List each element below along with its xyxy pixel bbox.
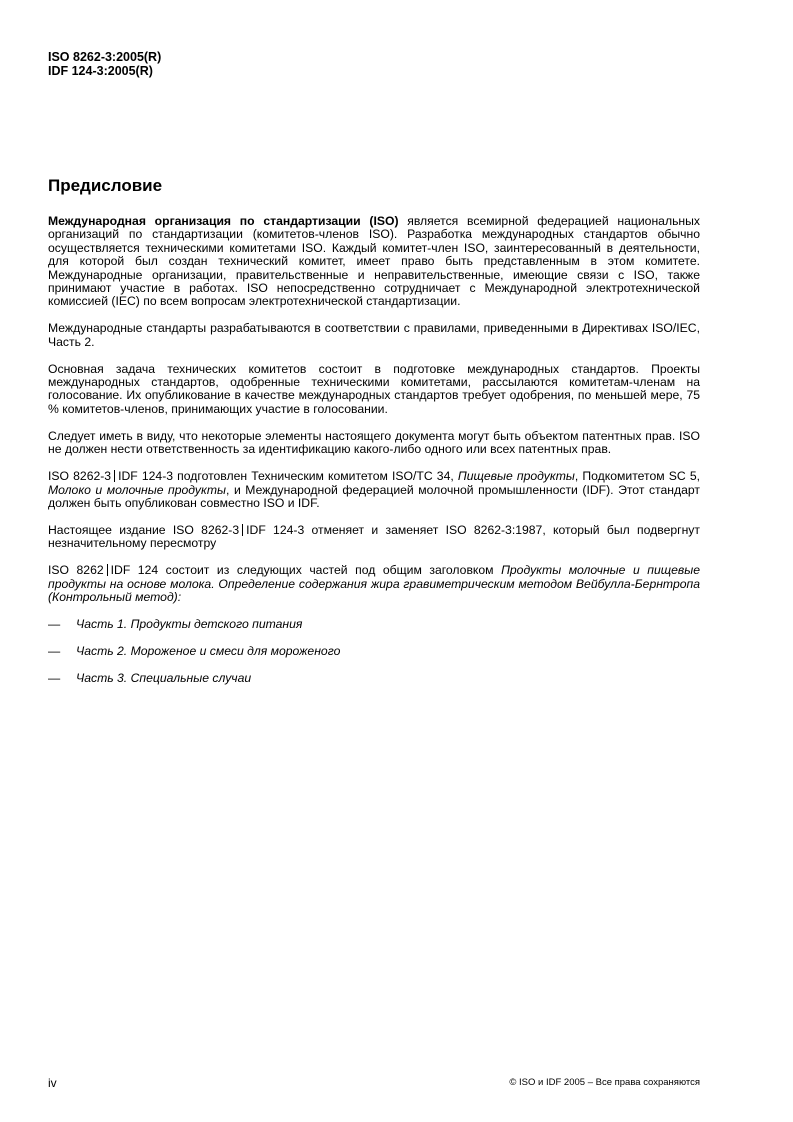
- list-item-text: Часть 2. Мороженое и смеси для мороженого: [76, 643, 341, 658]
- p5-text-a: ISO 8262-3: [48, 469, 112, 484]
- foreword-body: [48, 215, 700, 699]
- list-dash: —: [48, 643, 61, 658]
- separator-bar: [107, 564, 108, 576]
- separator-bar: [242, 524, 243, 536]
- paragraph-1: [48, 215, 700, 309]
- p5-text-d: , и Международной федерацией молочной промышленности (IDF). Этот стандарт должен быть опубликован совместно ISO и IDF.: [48, 482, 700, 510]
- list-item: [48, 645, 700, 658]
- paragraph-3: Основная задача технических комитетов состоит в подготовке международных стандартов. Проекты международных стандартов, одобренные техническими комитетами, рассылаются комитетам-членам на голосование. Их опубликование в качестве международных стандартов требует одобрения, по меньшей мере, 75 % комитетов-членов, принимающих участие в голосовании.: [48, 361, 700, 416]
- p7-italic: Продукты молочные и пищевые продукты на основе молока. Определение содержания жира гравиметрическим методом Вейбулла-Бернтропа (Контрольный метод): [48, 563, 700, 604]
- paragraph-6: [48, 524, 700, 551]
- page-title: Предисловие: [48, 176, 163, 195]
- header-idf-number: IDF 124-3:2005(R): [48, 64, 153, 78]
- paragraph-7: [48, 564, 700, 604]
- list-item-text: Часть 1. Продукты детского питания: [76, 616, 303, 631]
- paragraph-4: Следует иметь в виду, что некоторые элементы настоящего документа могут быть объектом патентных прав. ISO не должен нести ответственность за идентификацию какого-либо одного или всех патентных прав.: [48, 428, 700, 457]
- p5-text-b: IDF 124-3 подготовлен Техническим комитетом ISO/TC 34,: [118, 469, 458, 484]
- document-header: [48, 50, 161, 78]
- separator-bar: [114, 470, 115, 482]
- page-number: iv: [48, 1076, 57, 1090]
- p6-text-b: IDF 124-3 отменяет и заменяет ISO 8262-3:1987, который был подвергнут незначительному пересмотру: [48, 522, 700, 551]
- paragraph-1-bold: Международная организация по стандартизации (ISO): [48, 214, 399, 228]
- p6-text-a: Настоящее издание ISO 8262-3: [48, 522, 240, 537]
- paragraph-1-text: является всемирной федерацией национальных организаций по стандартизации (комитетов-членов ISO). Разработка международных стандартов обычно осуществляется техническими комитетами ISO. Каждый комитет-член ISO, заинтересованный в деятельности, для которой был создан технический комитет, имеет право быть представленным в этом комитете. Международные организации, правительственные и неправительственные, имеющие связи с ISO, также принимают участие в работах. ISO непосредственно сотрудничает с Международной электротехнической комиссией (IEC) по всем вопросам электротехнической стандартизации.: [48, 214, 700, 309]
- list-item-text: Часть 3. Специальные случаи: [76, 670, 252, 685]
- header-iso-number: ISO 8262-3:2005(R): [48, 50, 162, 64]
- p7-text-c: :: [177, 589, 182, 604]
- list-dash: —: [48, 670, 61, 685]
- list-item: [48, 618, 700, 631]
- p5-text-c: , Подкомитетом SC 5,: [574, 469, 700, 484]
- p7-text-a: ISO 8262: [48, 563, 104, 578]
- p7-text-b: IDF 124 состоит из следующих частей под общим заголовком: [110, 563, 502, 578]
- p5-italic-2: Молоко и молочные продукты: [48, 482, 226, 497]
- paragraph-2: Международные стандарты разрабатываются в соответствии с правилами, приведенными в Директивах ISO/IEC, Часть 2.: [48, 321, 700, 349]
- paragraph-5: [48, 470, 700, 510]
- list-dash: —: [48, 616, 61, 631]
- list-item: [48, 672, 700, 685]
- copyright-notice: © ISO и IDF 2005 – Все права сохраняются: [509, 1077, 700, 1088]
- p5-italic-1: Пищевые продукты: [457, 469, 575, 484]
